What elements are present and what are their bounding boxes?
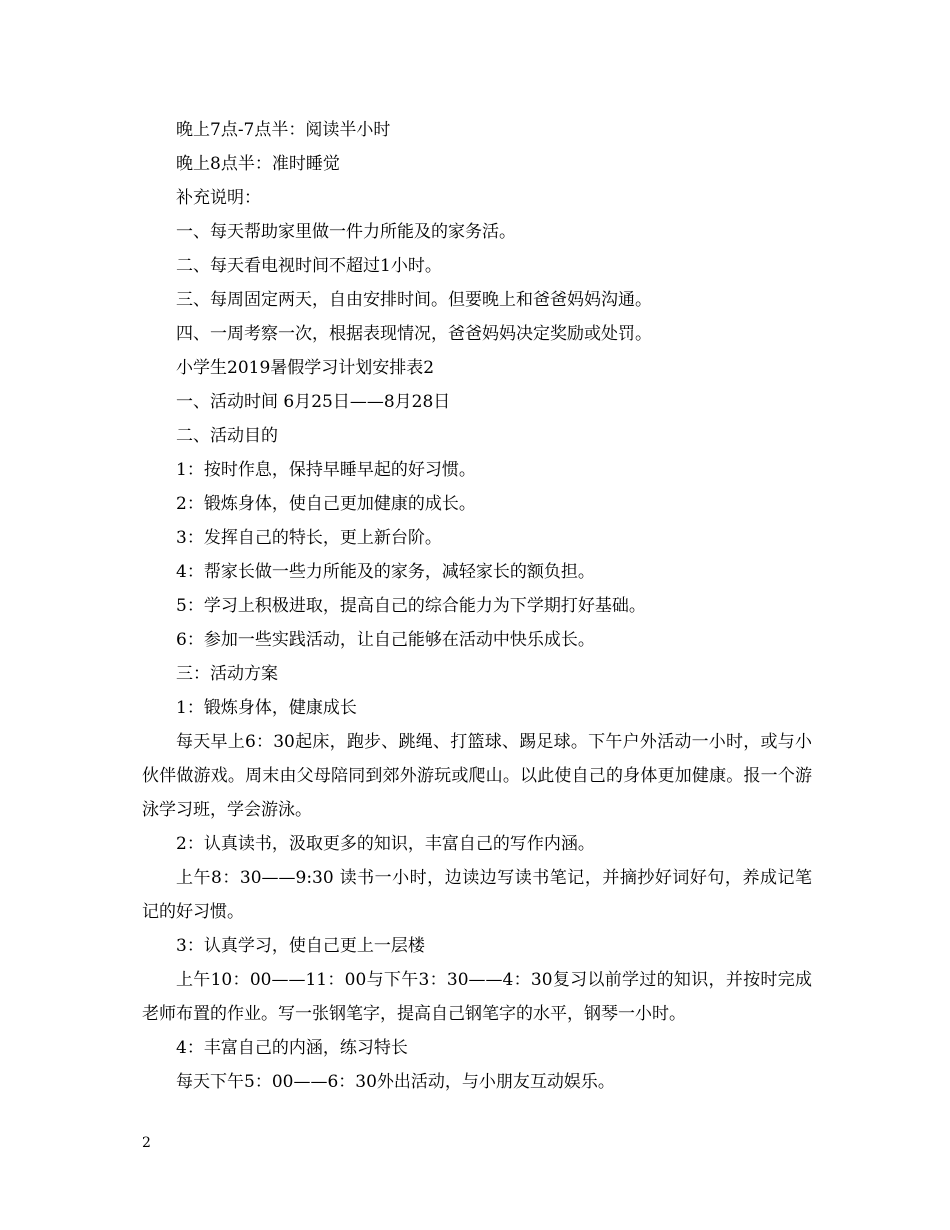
paragraph: 补充说明： xyxy=(176,188,261,208)
list-item: 4：帮家长做一些力所能及的家务，减轻家长的额负担。 xyxy=(176,562,595,582)
list-item: 1：按时作息，保持早睡早起的好习惯。 xyxy=(176,460,476,480)
paragraph: 一、每天帮助家里做一件力所能及的家务活。 xyxy=(176,222,516,242)
list-item: 2：锻炼身体，使自己更加健康的成长。 xyxy=(176,494,476,514)
paragraph: 三、每周固定两天，自由安排时间。但要晚上和爸爸妈妈沟通。 xyxy=(176,290,652,310)
paragraph: 二、每天看电视时间不超过1小时。 xyxy=(176,256,442,276)
paragraph: 每天早上6：30起床，跑步、跳绳、打篮球、踢足球。下午户外活动一小时，或与小伙伴做游戏。周末由父母陪同到郊外游玩或爬山。以此使自己的身体更加健康。报一个游泳学习班，学会游泳。 xyxy=(142,732,812,820)
list-item: 1：锻炼身体，健康成长 xyxy=(176,698,357,718)
list-item: 6：参加一些实践活动，让自己能够在活动中快乐成长。 xyxy=(176,630,595,650)
paragraph: 三：活动方案 xyxy=(176,664,278,684)
section-title: 小学生2019暑假学习计划安排表2 xyxy=(176,358,435,378)
paragraph: 每天下午5：00——6：30外出活动，与小朋友互动娱乐。 xyxy=(176,1072,615,1092)
paragraph: 四、一周考察一次，根据表现情况，爸爸妈妈决定奖励或处罚。 xyxy=(176,324,652,344)
list-item: 2：认真读书，汲取更多的知识，丰富自己的写作内涵。 xyxy=(176,834,595,854)
paragraph: 一、活动时间 6月25日——8月28日 xyxy=(176,392,451,412)
paragraph: 晚上7点-7点半：阅读半小时 xyxy=(176,120,391,140)
list-item: 3：认真学习，使自己更上一层楼 xyxy=(176,936,425,956)
paragraph: 晚上8点半：准时睡觉 xyxy=(176,154,340,174)
paragraph: 上午10：00——11：00与下午3：30——4：30复习以前学过的知识，并按时完成老师布置的作业。写一张钢笔字，提高自己钢笔字的水平，钢琴一小时。 xyxy=(142,970,812,1024)
page-number: 2 xyxy=(142,1135,151,1151)
paragraph: 上午8：30——9:30 读书一小时，边读边写读书笔记，并摘抄好词好句，养成记笔记的好习惯。 xyxy=(142,868,812,922)
list-item: 5：学习上积极进取，提高自己的综合能力为下学期打好基础。 xyxy=(176,596,646,616)
list-item: 4：丰富自己的内涵，练习特长 xyxy=(176,1038,408,1058)
list-item: 3：发挥自己的特长，更上新台阶。 xyxy=(176,528,442,548)
paragraph: 二、活动目的 xyxy=(176,426,278,446)
document-body xyxy=(142,113,812,1099)
